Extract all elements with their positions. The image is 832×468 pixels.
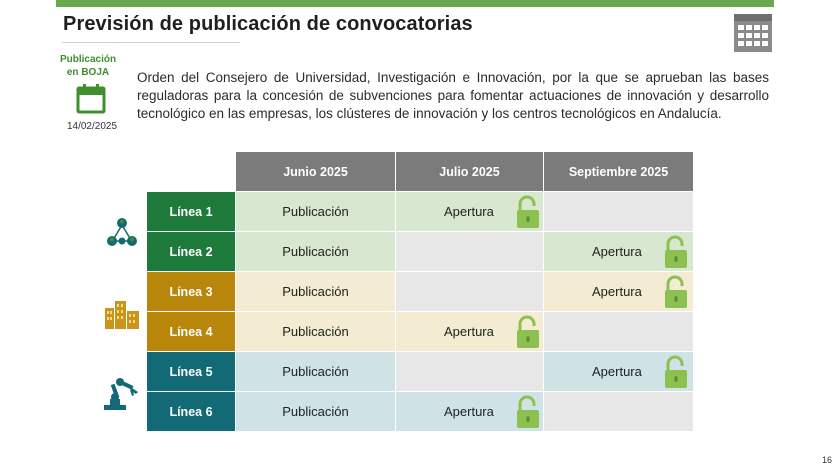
boja-label-line1: Publicación — [59, 54, 117, 65]
cell-july — [396, 312, 543, 351]
cell-text: Publicación — [282, 324, 349, 339]
cell-text: Publicación — [282, 204, 349, 219]
cell-september — [544, 272, 693, 311]
cell-text: Publicación — [282, 364, 349, 379]
cell-text: Apertura — [592, 364, 642, 379]
table-row — [147, 392, 693, 431]
open-padlock-icon — [663, 235, 689, 269]
boja-publication-label — [52, 53, 124, 79]
table-row — [147, 312, 693, 351]
table-row — [147, 352, 693, 391]
page-number: 16 — [822, 455, 832, 465]
row-label: Línea 5 — [147, 352, 235, 391]
table-row — [147, 272, 693, 311]
schedule-table — [146, 151, 694, 432]
cell-text: Apertura — [444, 204, 494, 219]
table-row — [147, 192, 693, 231]
cell-june — [236, 352, 395, 391]
boja-calendar-icon — [76, 84, 106, 114]
cell-text: Apertura — [444, 404, 494, 419]
cell-september — [544, 392, 693, 431]
table-corner — [147, 152, 235, 191]
cell-july — [396, 392, 543, 431]
cell-text: Publicación — [282, 244, 349, 259]
cell-september — [544, 312, 693, 351]
cell-text: Apertura — [444, 324, 494, 339]
cell-text: Apertura — [592, 284, 642, 299]
open-padlock-icon — [515, 395, 541, 429]
column-header-september: Septiembre 2025 — [544, 152, 693, 191]
cell-june — [236, 232, 395, 271]
cell-text: Publicación — [282, 404, 349, 419]
cell-june — [236, 192, 395, 231]
cell-july — [396, 192, 543, 231]
network-people-icon — [106, 216, 138, 248]
cell-june — [236, 392, 395, 431]
table-row — [147, 232, 693, 271]
top-accent-bar — [56, 0, 774, 7]
open-padlock-icon — [515, 195, 541, 229]
column-header-june: Junio 2025 — [236, 152, 395, 191]
row-label: Línea 2 — [147, 232, 235, 271]
cell-september — [544, 192, 693, 231]
order-description: Orden del Consejero de Universidad, Investigación e Innovación, por la que se aprueban las bases reguladoras para la concesión de subvenciones para fomentar actuaciones de innovación y desarrollo tecnológico en las empresas, los clústeres de innovación y los centros tecnológicos en Andalucía. — [137, 70, 769, 121]
cell-july — [396, 232, 543, 271]
table-header-row — [147, 152, 693, 191]
cell-june — [236, 272, 395, 311]
calendar-grid-icon — [734, 14, 772, 52]
column-header-july: Julio 2025 — [396, 152, 543, 191]
row-label: Línea 3 — [147, 272, 235, 311]
row-label: Línea 6 — [147, 392, 235, 431]
cell-september — [544, 352, 693, 391]
cell-september — [544, 232, 693, 271]
cell-june — [236, 312, 395, 351]
open-padlock-icon — [663, 275, 689, 309]
row-label: Línea 1 — [147, 192, 235, 231]
robotic-arm-icon — [102, 375, 142, 411]
cell-text: Publicación — [282, 284, 349, 299]
open-padlock-icon — [663, 355, 689, 389]
title-underline — [62, 42, 240, 43]
open-padlock-icon — [515, 315, 541, 349]
cell-july — [396, 352, 543, 391]
boja-label-line2: en BOJA — [66, 67, 110, 78]
row-label: Línea 4 — [147, 312, 235, 351]
page-title: Previsión de publicación de convocatorias — [63, 13, 473, 35]
buildings-cluster-icon — [104, 298, 140, 330]
boja-date: 14/02/2025 — [66, 121, 118, 132]
cell-july — [396, 272, 543, 311]
cell-text: Apertura — [592, 244, 642, 259]
